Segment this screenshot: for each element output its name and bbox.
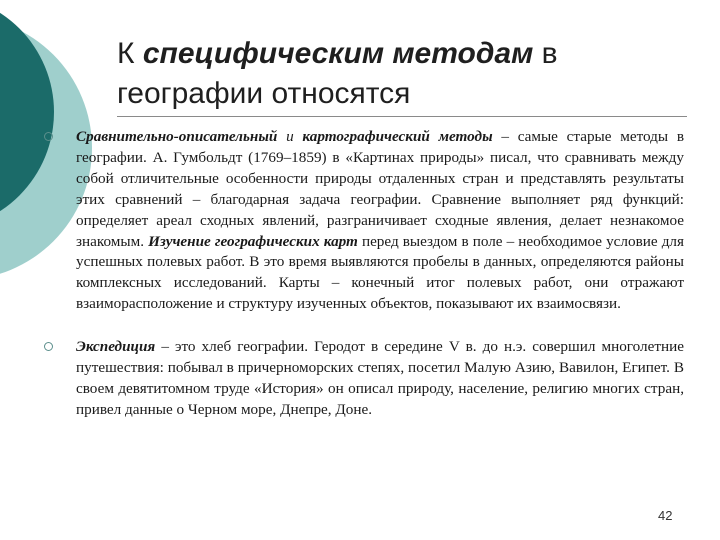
term-map-study: Изучение географических карт [148, 232, 358, 250]
term-comparative-descriptive: Сравнительно-описательный [76, 128, 278, 145]
title-part-1: К [117, 37, 143, 70]
bullet-item-expedition [44, 337, 684, 421]
page-number: 42 [658, 508, 673, 523]
bullet-circle-icon [44, 342, 53, 351]
bullet-circle-icon [44, 132, 53, 141]
bullet-list [44, 127, 684, 421]
conjunction: и [277, 128, 303, 145]
bullet-item-methods [44, 127, 684, 315]
term-expedition: Экспедиция [76, 338, 156, 356]
expedition-description: – это хлеб географии. Геродот в середине V в. до н.э. совершил многолетние путешествия: побывал в причерноморских степях, посетил Малую Азию, Вавилон, Египет. В своем девятитомном труде «История» он описал природу, население, религию многих стран, привел данные о Черном море, Днепре, Доне. [76, 338, 684, 418]
term-cartographic: картографический методы [302, 128, 493, 145]
slide-title [117, 34, 697, 114]
title-divider [117, 116, 687, 117]
title-part-2: в географии относятся [117, 37, 558, 110]
map-study-description: перед выездом в поле – необходимое условие для успешных полевых работ. В это время выявляются пробелы в данных, определяются районы комплексных исследований. Карты – конечный итог полевых работ, они отражают взаиморасположение и структуру изученных объектов, показывают их взаимосвязи. [76, 232, 684, 313]
title-emphasis: специфическим методам [142, 37, 534, 70]
methods-description: – самые старые методы в географии. А. Гумбольдт (1769–1859) в «Картинах природы» писал, что сравнивать между собой отличительные особенности природы отдаленных стран и представлять результаты этих сравнений – благодарная задача географии. Сравнение выполняет ряд функций: определяет ареал сходных явлений, разграничивает сходные явления, делает незнакомое знакомым. [76, 128, 685, 250]
